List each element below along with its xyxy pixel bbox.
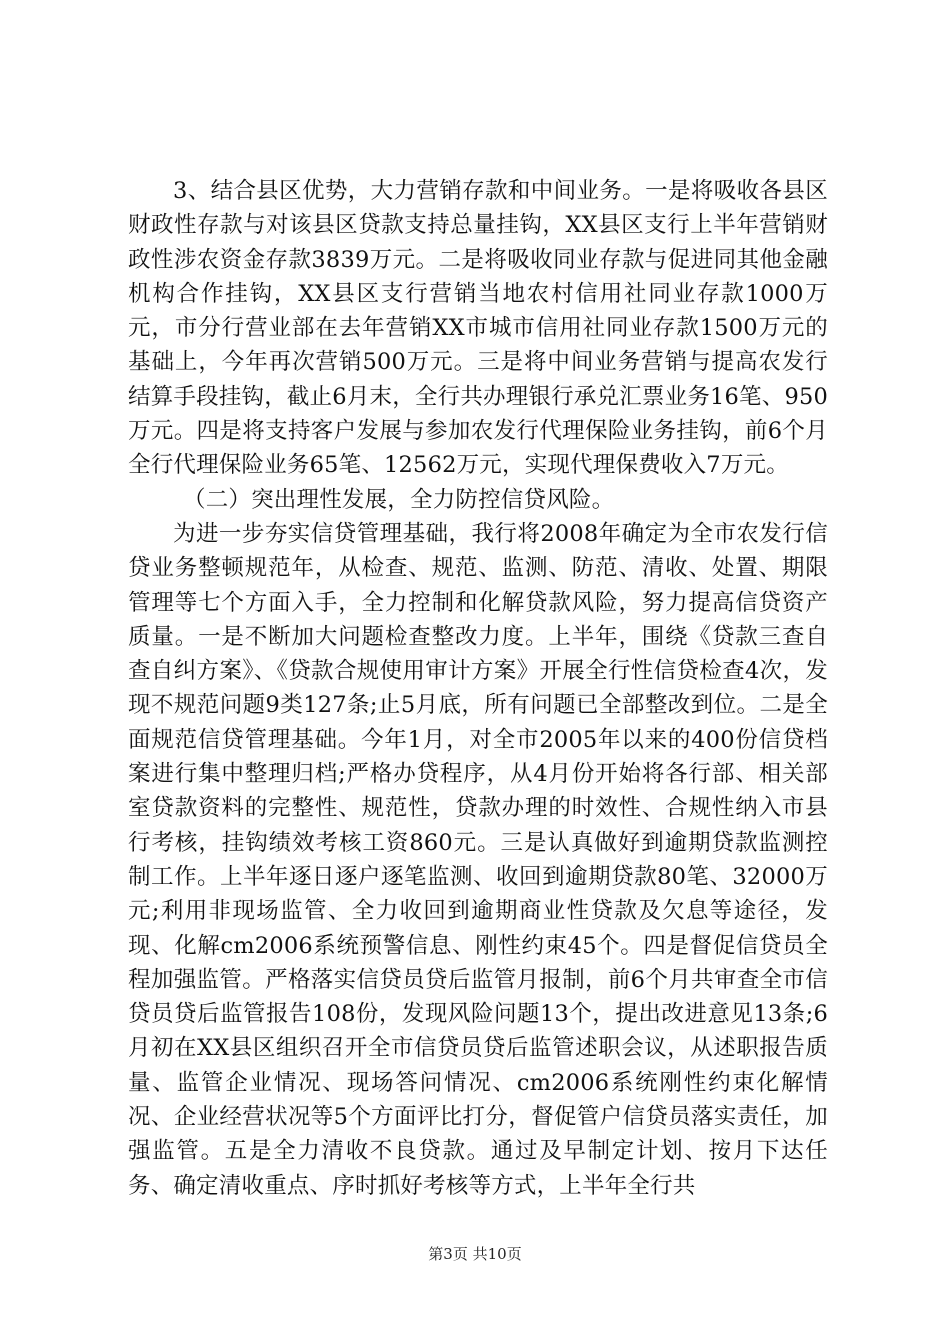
page-number-footer: 第3页 共10页 bbox=[428, 1245, 522, 1263]
paragraph-credit-management: 为进一步夯实信贷管理基础，我行将2008年确定为全市农发行信贷业务整顿规范年，从检查、规范、监测、防范、清收、处置、期限管理等七个方面入手，全力控制和化解贷款风险，努力提高信贷资产质量。一是不断加大问题检查整改力度。上半年，围绕《贷款三查自查自纠方案》、《贷款合规使用审计方案》开展全行性信贷检查4次，发现不规范问题9类127条;止5月底，所有问题已全部整改到位。二是全面规范信贷管理基础。今年1月，对全市2005年以来的400份信贷档案进行集中整理归档;严格办贷程序，从4月份开始将各行部、相关部室贷款资料的完整性、规范性，贷款办理的时效性、合规性纳入市县行考核，挂钩绩效考核工资860元。三是认真做好到逾期贷款监测控制工作。上半年逐日逐户逐笔监测、收回到逾期贷款80笔、32000万元;利用非现场监管、全力收回到逾期商业性贷款及欠息等途径，发现、化解cm2006系统预警信息、刚性约束45个。四是督促信贷员全程加强监管。严格落实信贷员贷后监管月报制，前6个月共审查全市信贷员贷后监管报告108份，发现风险问题13个，提出改进意见13条;6月初在XX县区组织召开全市信贷员贷后监管述职会议，从述职报告质量、监管企业情况、现场答问情况、cm2006系统刚性约束化解情况、企业经营状况等5个方面评比打分，督促管户信贷员落实责任，加强监管。五是全力清收不良贷款。通过及早制定计划、按月下达任务、确定清收重点、序时抓好考核等方式，上半年全行共 bbox=[128, 520, 828, 1199]
section-heading-risk-control: （二）突出理性发展，全力防控信贷风险。 bbox=[183, 486, 615, 513]
paragraph-deposit-marketing: 3、结合县区优势，大力营销存款和中间业务。一是将吸收各县区财政性存款与对该县区贷款支持总量挂钩，XX县区支行上半年营销财政性涉农资金存款3839万元。二是将吸收同业存款与促进同其他金融机构合作挂钩，XX县区支行营销当地农村信用社同业存款1000万元，市分行营业部在去年营销XX市城市信用社同业存款1500万元的基础上，今年再次营销500万元。三是将中间业务营销与提高农发行结算手段挂钩，截止6月末，全行共办理银行承兑汇票业务16笔、950万元。四是将支持客户发展与参加农发行代理保险业务挂钩，前6个月全行代理保险业务65笔、12562万元，实现代理保费收入7万元。 bbox=[128, 178, 828, 479]
document-body bbox=[128, 174, 828, 1203]
